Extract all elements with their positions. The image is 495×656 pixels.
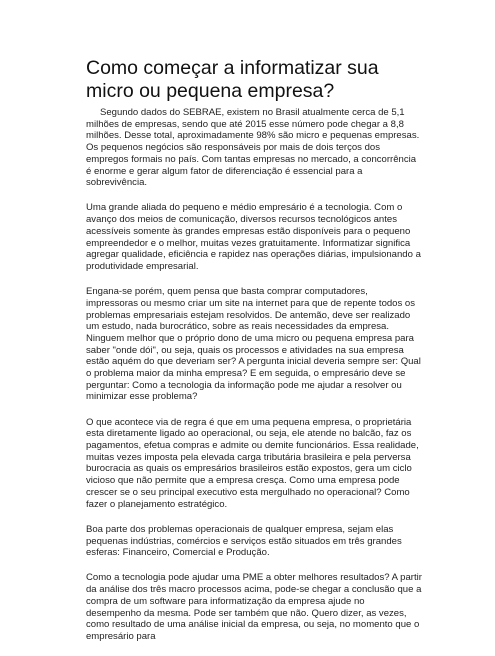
paragraph-technology-results: Como a tecnologia pode ajudar uma PME a obter melhores resultados? A partir da análise dos três macro processos acima, pode-se chegar a conclusão que a compra de um software para informatização da empresa ajude no desempenho da mesma. Pode ser também que não. Quero dizer, as vezes, como resultado de uma análise inicial da empresa, ou seja, no momento que o empresário para xyxy=(86,572,422,642)
document-body xyxy=(86,107,422,656)
paragraph-sebrae-statistics: Segundo dados do SEBRAE, existem no Brasil atualmente cerca de 5,1 milhões de empresas, sendo que até 2015 esse número pode chegar a 8,8 milhões. Desse total, aproximadamente 98% são micro e pequenas empresas. Os pequenos negócios são responsáveis por mais de dois terços dos empregos formais no país. Com tantas empresas no mercado, a concorrência é enorme e gerar algum fator de diferenciação é essencial para a sobrevivência. xyxy=(86,107,420,189)
paragraph-three-spheres: Boa parte dos problemas operacionais de qualquer empresa, sejam elas pequenas indústrias, comércios e serviços estão situados em três grandes esferas: Financeiro, Comercial e Produção. xyxy=(86,523,402,559)
paragraph-owner-operational: O que acontece via de regra é que em uma pequena empresa, o proprietária esta diretamente ligado ao operacional, ou seja, ele atende no balcão, faz os pagamentos, efetua compras e admite ou demite funcionários. Essa realidade, muitas vezes imposta pela elevada carga tributária brasileira e pela perversa burocracia as quais os empresários brasileiros estão expostos, gera um ciclo vicioso que não permite que a empresa cresça. Como uma empresa pode crescer se o seu principal executivo esta mergulhado no operacional? Como fazer o planejamento estratégico. xyxy=(86,416,419,510)
paragraph-real-needs: Engana-se porém, quem pensa que basta comprar computadores, impressoras ou mesmo criar um site na internet para que de repente todos os problemas empresariais estejam resolvidos. De antemão, deve ser realizado um estudo, nada burocrático, sobre as reais necessidades da empresa. Ninguem melhor que o próprio dono de uma micro ou pequena empresa para saber "onde dói", ou seja, quais os processos e atividades na sua empresa estão aquém do que deveriam ser? A pergunta inicial deveria sempre ser: Qual o problema maior da minha empresa? E em seguida, o empresário deve se perguntar: Como a tecnologia da informação pode me ajudar a resolver ou minimizar esse problema? xyxy=(86,286,421,403)
paragraph-technology-ally: Uma grande aliada do pequeno e médio empresário é a tecnologia. Com o avanço dos meios de comunicação, diversos recursos tecnológicos antes acessíveis somente às grandes empresas estão disponíveis para o pequeno empreendedor e o melhor, muitas vezes gratuitamente. Informatizar significa agregar qualidade, eficiência e rapidez nas operações diárias, impulsionando a produtividade empresarial. xyxy=(86,202,421,272)
document-title: Como começar a informatizar sua micro ou pequena empresa? xyxy=(86,57,379,102)
